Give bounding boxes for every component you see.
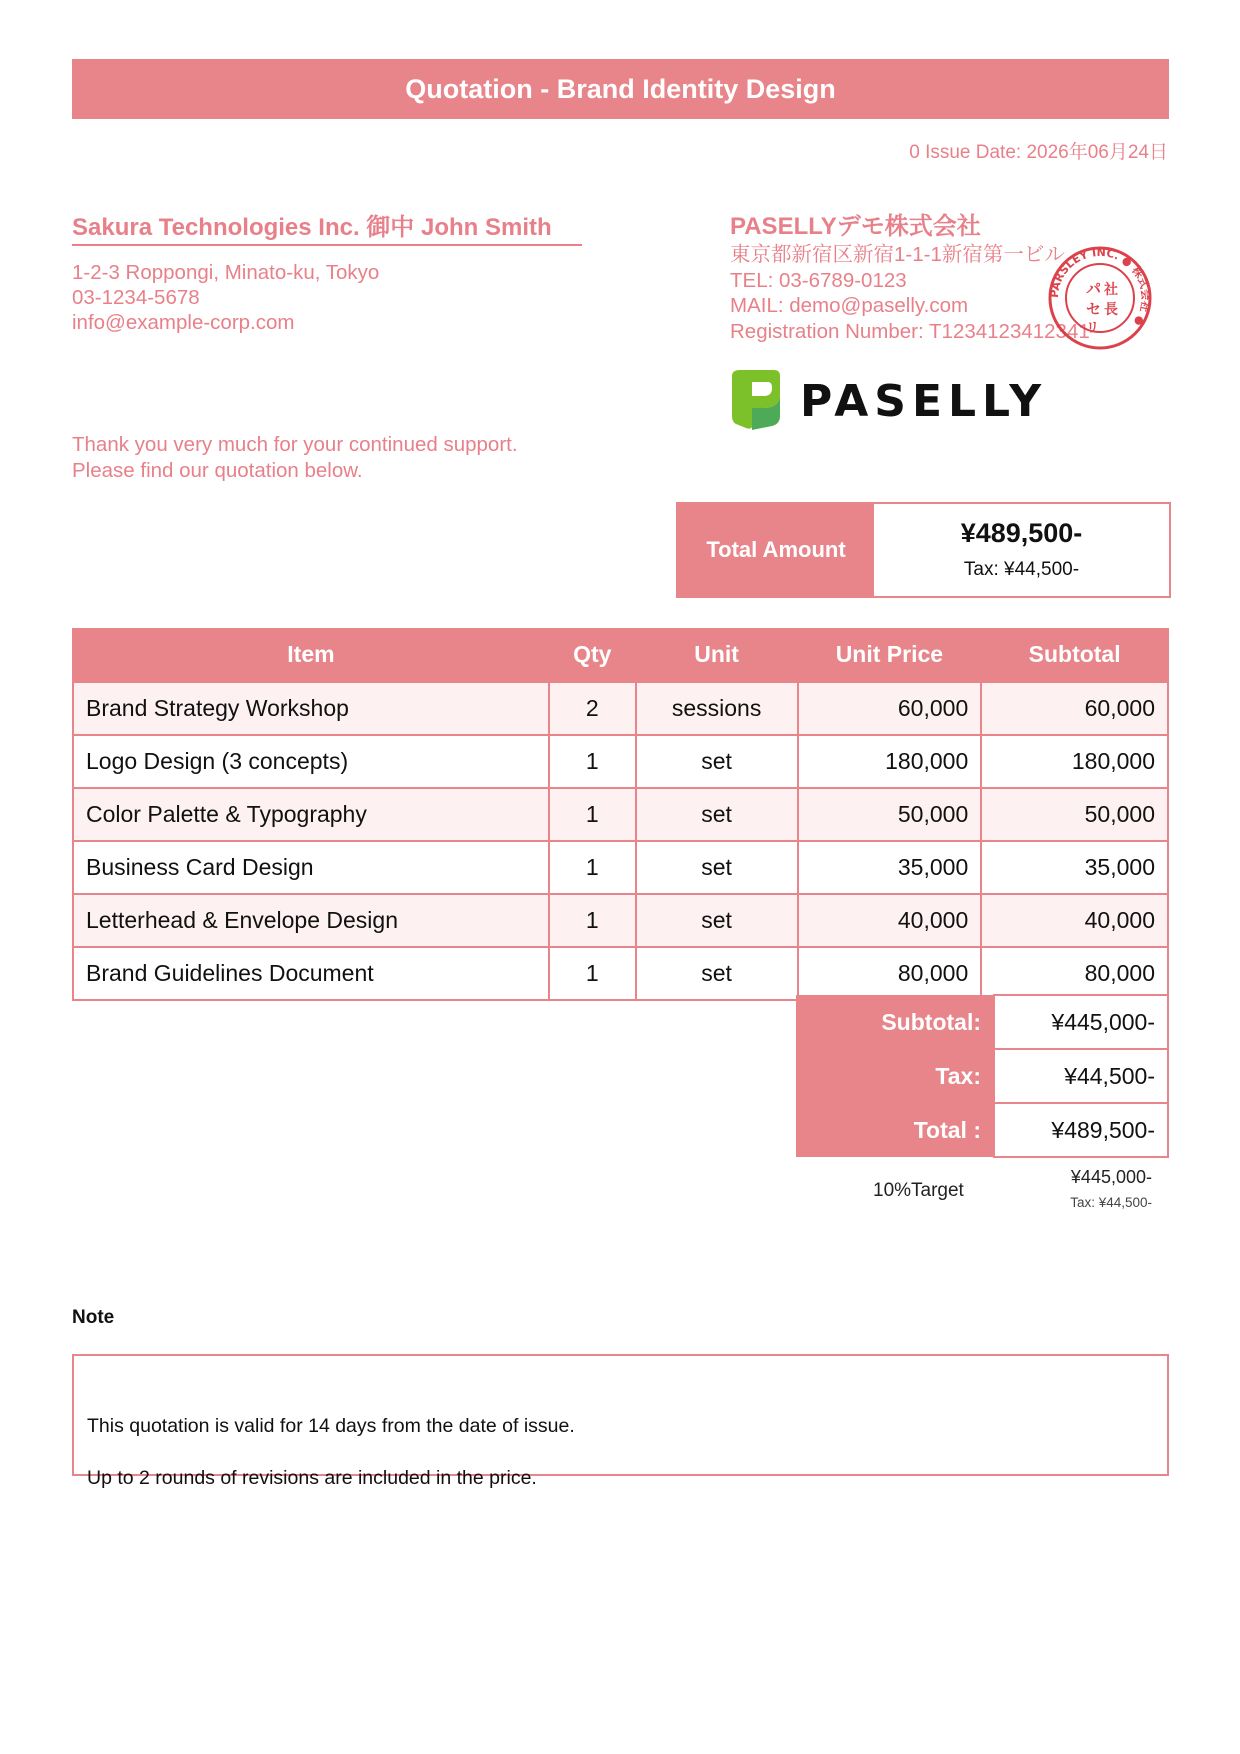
tax-target-label: 10%Target xyxy=(873,1180,964,1201)
note-line-1: This quotation is valid for 14 days from the date of issue. xyxy=(87,1415,575,1437)
tax-target-amount: ¥445,000- xyxy=(1070,1167,1152,1187)
svg-text:パ: パ xyxy=(1086,280,1102,298)
col-header-subtotal: Subtotal xyxy=(981,628,1168,682)
cell-subtotal: 80,000 xyxy=(981,947,1168,1000)
company-seal-stamp xyxy=(1046,244,1154,352)
cell-qty: 1 xyxy=(549,947,636,1000)
logo-wordmark: PASELLY xyxy=(800,376,1048,427)
client-email: info@example-corp.com xyxy=(72,311,295,334)
cell-item: Brand Strategy Workshop xyxy=(73,682,549,735)
cell-unit-price: 40,000 xyxy=(798,894,982,947)
svg-text:リ: リ xyxy=(1086,321,1100,336)
document-title: Quotation - Brand Identity Design xyxy=(72,59,1169,119)
note-box xyxy=(72,1354,1169,1489)
table-row xyxy=(73,788,1168,841)
client-name: Sakura Technologies Inc. 御中 John Smith xyxy=(72,213,582,246)
cell-item: Letterhead & Envelope Design xyxy=(73,894,549,947)
summary-subtotal-value: ¥445,000- xyxy=(994,995,1168,1049)
line-items-table xyxy=(72,628,1169,1001)
cell-subtotal: 40,000 xyxy=(981,894,1168,947)
issuer-name: PASELLYデモ株式会社 xyxy=(730,213,981,240)
summary-table xyxy=(796,994,1169,1158)
cell-subtotal: 180,000 xyxy=(981,735,1168,788)
note-line-2: Up to 2 rounds of revisions are included in the price. xyxy=(87,1467,537,1489)
summary-tax-row xyxy=(796,1049,1168,1103)
col-header-unit: Unit xyxy=(636,628,798,682)
col-header-qty: Qty xyxy=(549,628,636,682)
issuer-tel: TEL: 03-6789-0123 xyxy=(730,268,907,292)
table-row xyxy=(73,841,1168,894)
paselly-logo xyxy=(730,368,1060,430)
total-amount-label: Total Amount xyxy=(678,504,874,596)
summary-tax-value: ¥44,500- xyxy=(994,1049,1168,1103)
col-header-item: Item xyxy=(73,628,549,682)
greeting-line-1: Thank you very much for your continued support. xyxy=(72,433,518,456)
greeting-line-2: Please find our quotation below. xyxy=(72,459,363,482)
cell-qty: 1 xyxy=(549,788,636,841)
cell-qty: 1 xyxy=(549,841,636,894)
cell-item: Logo Design (3 concepts) xyxy=(73,735,549,788)
svg-text:PARSLEY INC. ● 株式会社 ●: PARSLEY INC. ● 株式会社 ● xyxy=(1047,245,1153,329)
summary-total-row xyxy=(796,1103,1168,1157)
cell-subtotal: 50,000 xyxy=(981,788,1168,841)
total-amount: ¥489,500- xyxy=(960,518,1083,548)
cell-qty: 1 xyxy=(549,735,636,788)
cell-unit-price: 180,000 xyxy=(798,735,982,788)
greeting xyxy=(72,432,518,484)
total-tax: Tax: ¥44,500- xyxy=(963,559,1080,580)
cell-qty: 1 xyxy=(549,894,636,947)
summary-total-value: ¥489,500- xyxy=(994,1103,1168,1157)
total-amount-box xyxy=(676,502,1171,598)
cell-unit: sessions xyxy=(636,682,798,735)
table-row xyxy=(73,682,1168,735)
tax-target-tax: Tax: ¥44,500- xyxy=(1070,1195,1152,1210)
cell-unit-price: 35,000 xyxy=(798,841,982,894)
client-phone: 03-1234-5678 xyxy=(72,286,200,309)
cell-item: Color Palette & Typography xyxy=(73,788,549,841)
table-row xyxy=(73,894,1168,947)
cell-item: Business Card Design xyxy=(73,841,549,894)
summary-total-label: Total : xyxy=(796,1103,994,1157)
cell-qty: 2 xyxy=(549,682,636,735)
cell-unit-price: 80,000 xyxy=(798,947,982,1000)
issuer-address: 東京都新宿区新宿1-1-1新宿第一ビル xyxy=(730,243,1065,266)
cell-subtotal: 35,000 xyxy=(981,841,1168,894)
client-address: 1-2-3 Roppongi, Minato-ku, Tokyo xyxy=(72,261,380,284)
note-heading: Note xyxy=(72,1307,115,1328)
issue-date: 0 Issue Date: 2026年06月24日 xyxy=(909,142,1168,163)
table-header-row xyxy=(73,628,1168,682)
summary-subtotal-label: Subtotal: xyxy=(796,995,994,1049)
cell-item: Brand Guidelines Document xyxy=(73,947,549,1000)
client-block xyxy=(72,213,582,335)
svg-text:セ: セ xyxy=(1086,300,1102,318)
cell-unit: set xyxy=(636,735,798,788)
cell-unit: set xyxy=(636,788,798,841)
cell-unit-price: 60,000 xyxy=(798,682,982,735)
svg-text:長: 長 xyxy=(1104,302,1118,318)
cell-unit: set xyxy=(636,947,798,1000)
issuer-registration: Registration Number: T1234123412341 xyxy=(730,319,1090,343)
table-row xyxy=(73,735,1168,788)
cell-unit: set xyxy=(636,841,798,894)
cell-subtotal: 60,000 xyxy=(981,682,1168,735)
svg-text:社: 社 xyxy=(1104,282,1118,298)
client-contact xyxy=(72,260,582,335)
summary-subtotal-row xyxy=(796,995,1168,1049)
cell-unit: set xyxy=(636,894,798,947)
cell-unit-price: 50,000 xyxy=(798,788,982,841)
table-row xyxy=(73,947,1168,1000)
total-amount-value-cell xyxy=(874,504,1169,596)
issuer-mail: MAIL: demo@paselly.com xyxy=(730,294,969,317)
col-header-unit-price: Unit Price xyxy=(798,628,982,682)
summary-tax-label: Tax: xyxy=(796,1049,994,1103)
